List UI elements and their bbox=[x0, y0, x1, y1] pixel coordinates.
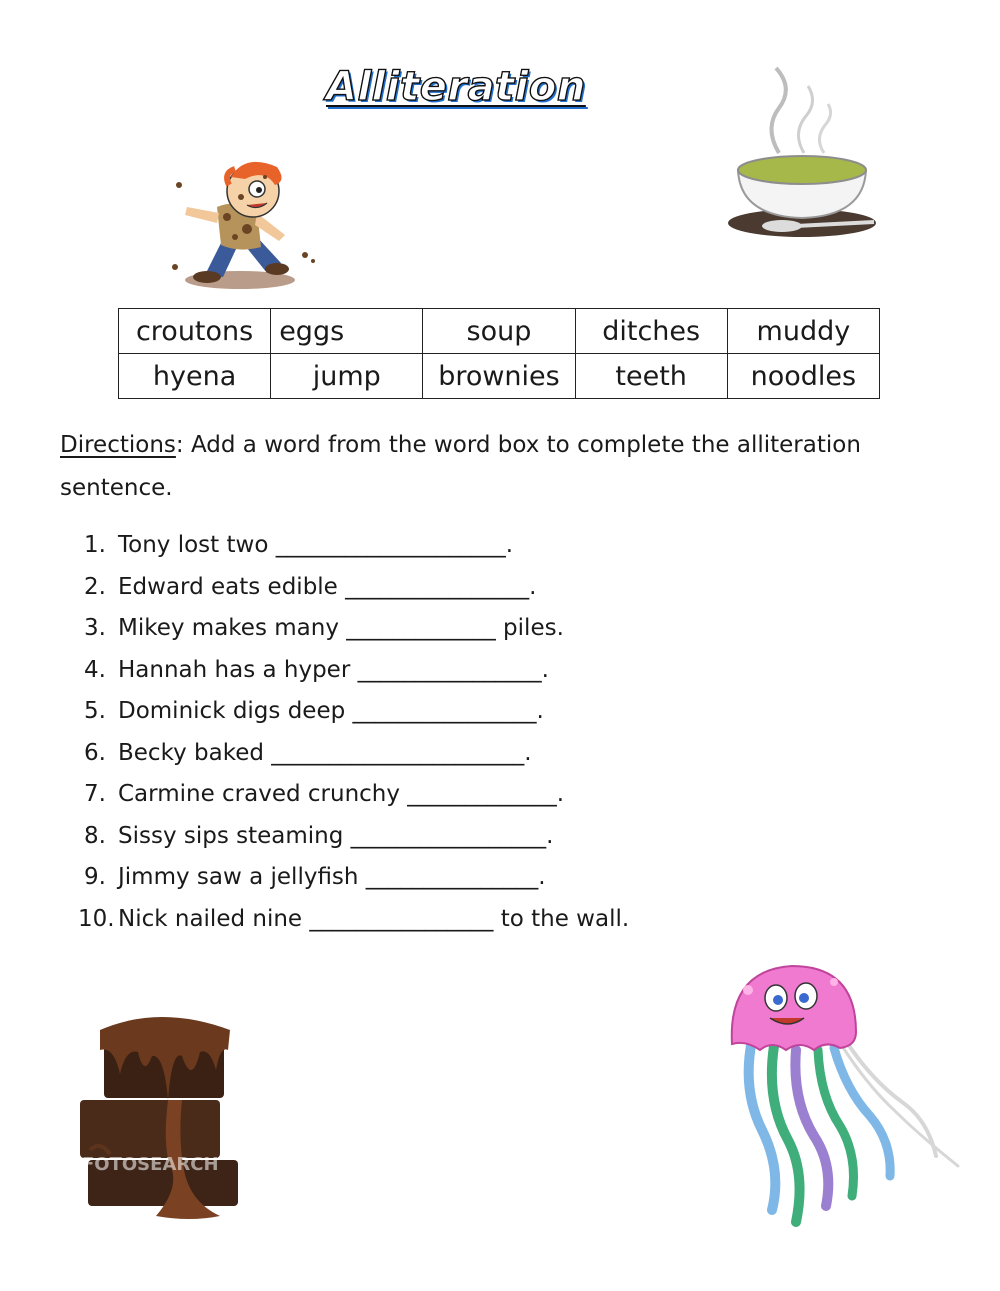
word-box-cell: jump bbox=[271, 354, 423, 399]
word-box-cell: eggs bbox=[271, 309, 423, 354]
sentence-text: Carmine craved crunchy _____________. bbox=[118, 781, 565, 807]
word-box-cell: muddy bbox=[727, 309, 879, 354]
sentence-item bbox=[84, 650, 629, 692]
brownies-image bbox=[60, 990, 260, 1230]
sentence-item bbox=[84, 816, 629, 858]
sentence-item bbox=[84, 525, 629, 567]
sentence-text: Hannah has a hyper ________________. bbox=[118, 656, 549, 683]
sentence-number: 8. bbox=[84, 822, 106, 849]
word-box-cell: brownies bbox=[423, 354, 575, 399]
muddy-boy-image bbox=[165, 155, 325, 293]
sentence-number: 5. bbox=[84, 698, 106, 724]
sentence-text: Edward eats edible ________________. bbox=[118, 573, 537, 600]
directions-text: : Add a word from the word box to complete the alliteration sentence. bbox=[60, 432, 861, 501]
sentence-number: 7. bbox=[84, 781, 106, 807]
sentence-item bbox=[78, 899, 630, 941]
word-box-row bbox=[119, 354, 880, 399]
sentence-text: Sissy sips steaming _________________. bbox=[118, 822, 554, 849]
sentence-number: 9. bbox=[84, 864, 106, 890]
sentence-item bbox=[84, 608, 629, 650]
sentence-text: Nick nailed nine ________________ to the wall. bbox=[118, 905, 630, 932]
jellyfish-image bbox=[722, 960, 970, 1232]
sentence-number: 1. bbox=[84, 532, 106, 558]
sentence-item bbox=[84, 733, 629, 775]
sentence-number: 4. bbox=[84, 656, 106, 683]
sentence-number: 6. bbox=[84, 739, 106, 766]
sentence-text: Becky baked ______________________. bbox=[118, 739, 532, 766]
sentence-number: 2. bbox=[84, 573, 106, 600]
sentence-number: 3. bbox=[84, 615, 106, 641]
watermark-text: FOTOSEARCH bbox=[82, 1154, 219, 1175]
word-box-cell: ditches bbox=[575, 309, 727, 354]
sentence-number: 10. bbox=[78, 905, 115, 932]
sentence-text: Jimmy saw a jellyfish _______________. bbox=[118, 864, 546, 890]
sentence-text: Tony lost two ____________________. bbox=[118, 532, 514, 558]
word-box-cell: croutons bbox=[119, 309, 271, 354]
soup-bowl-image bbox=[724, 58, 879, 243]
page-title: Alliteration bbox=[326, 64, 586, 110]
sentence-item bbox=[84, 567, 629, 609]
directions bbox=[60, 424, 940, 510]
word-box bbox=[118, 308, 880, 399]
word-box-cell: noodles bbox=[727, 354, 879, 399]
directions-label: Directions bbox=[60, 432, 176, 458]
sentence-text: Mikey makes many _____________ piles. bbox=[118, 615, 564, 641]
word-box-row bbox=[119, 309, 880, 354]
word-box-cell: hyena bbox=[119, 354, 271, 399]
word-box-cell: soup bbox=[423, 309, 575, 354]
sentence-item bbox=[84, 691, 629, 733]
sentence-text: Dominick digs deep ________________. bbox=[118, 698, 544, 724]
sentence-item bbox=[84, 774, 629, 816]
word-box-cell: teeth bbox=[575, 354, 727, 399]
sentence-list bbox=[78, 525, 630, 940]
sentence-item bbox=[84, 857, 629, 899]
